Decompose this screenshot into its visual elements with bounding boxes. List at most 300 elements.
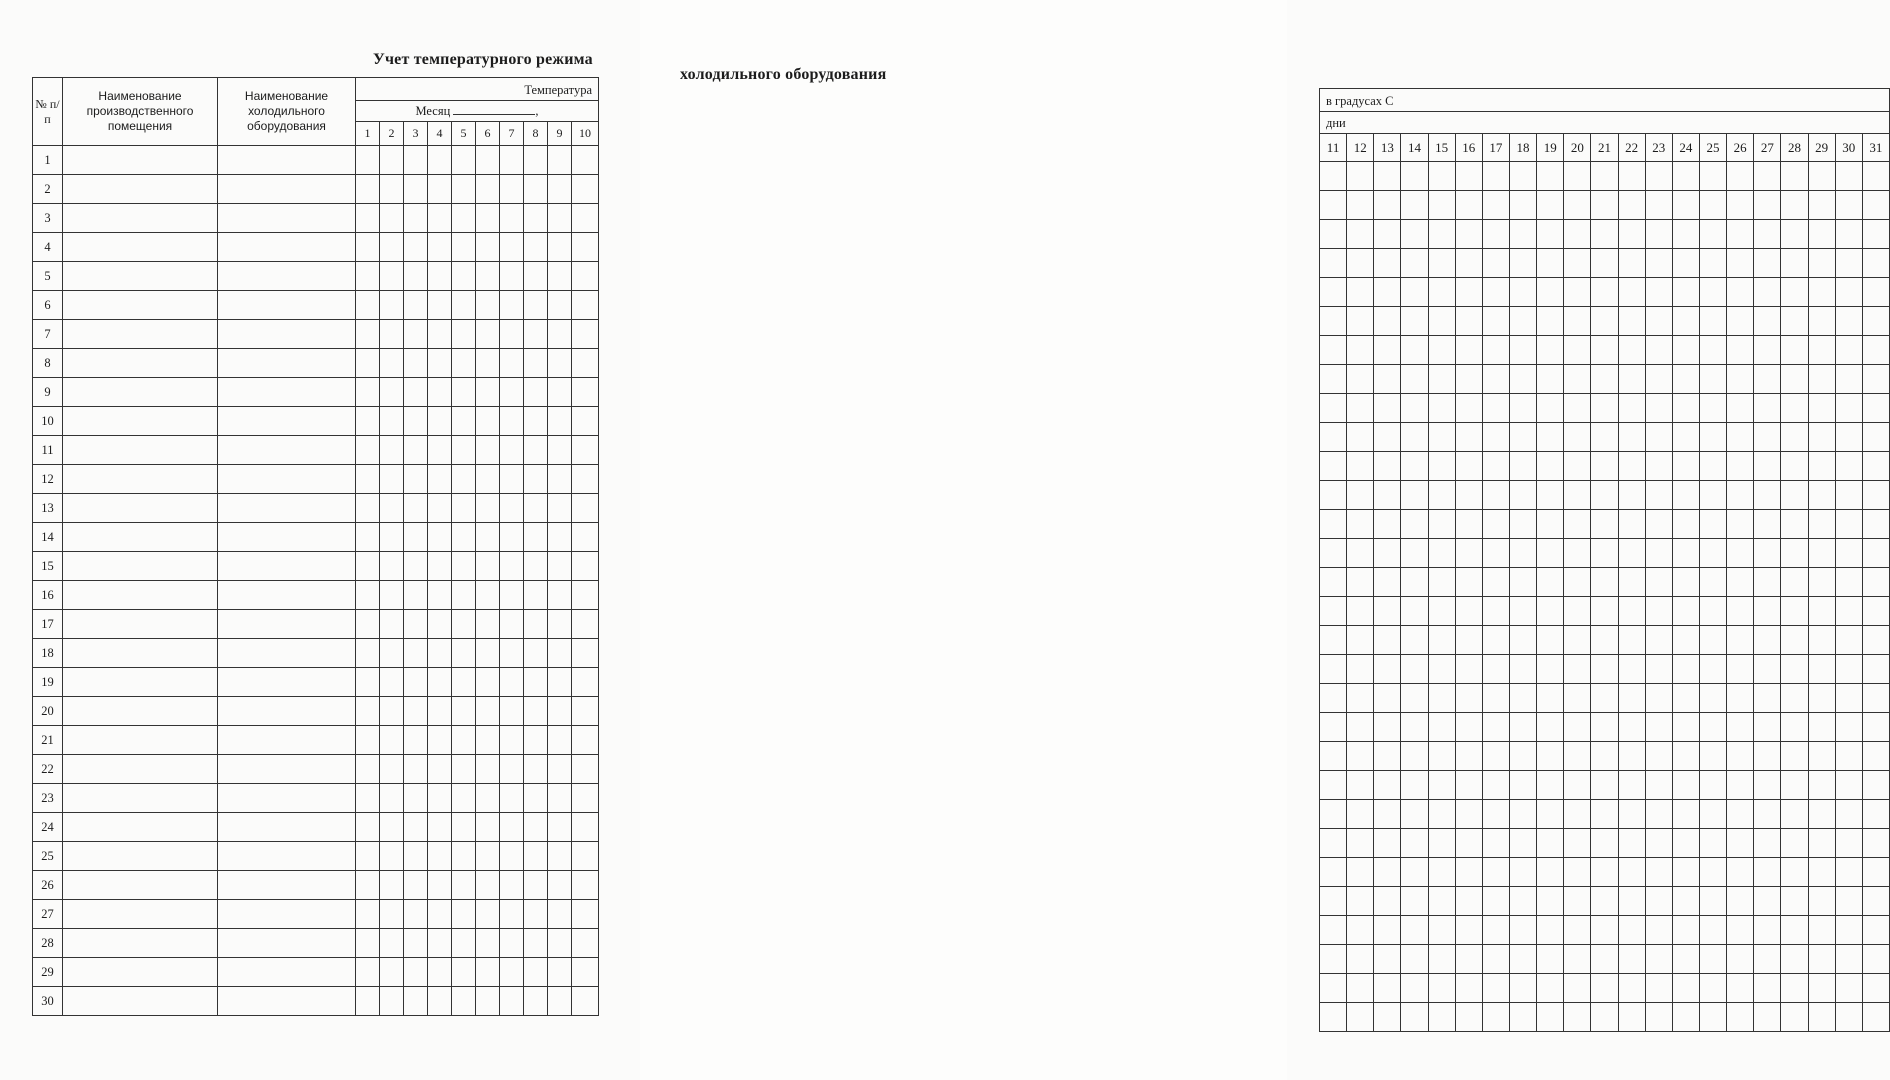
temperature-cell[interactable] <box>500 552 524 581</box>
temperature-cell[interactable] <box>500 871 524 900</box>
temperature-cell[interactable] <box>404 378 428 407</box>
temperature-cell[interactable] <box>1537 423 1564 452</box>
temperature-cell[interactable] <box>1509 974 1536 1003</box>
temperature-cell[interactable] <box>1808 713 1835 742</box>
temperature-cell[interactable] <box>548 900 572 929</box>
temperature-cell[interactable] <box>1645 626 1672 655</box>
temperature-cell[interactable] <box>1727 220 1754 249</box>
temperature-cell[interactable] <box>548 668 572 697</box>
temperature-cell[interactable] <box>1862 481 1889 510</box>
equipment-cell[interactable] <box>218 610 356 639</box>
temperature-cell[interactable] <box>380 233 404 262</box>
temperature-cell[interactable] <box>500 900 524 929</box>
temperature-cell[interactable] <box>428 610 452 639</box>
temperature-cell[interactable] <box>1537 626 1564 655</box>
temperature-cell[interactable] <box>1727 742 1754 771</box>
temperature-cell[interactable] <box>1591 684 1618 713</box>
equipment-cell[interactable] <box>218 755 356 784</box>
temperature-cell[interactable] <box>1645 974 1672 1003</box>
temperature-cell[interactable] <box>1320 887 1347 916</box>
temperature-cell[interactable] <box>476 668 500 697</box>
temperature-cell[interactable] <box>452 552 476 581</box>
temperature-cell[interactable] <box>1320 394 1347 423</box>
temperature-cell[interactable] <box>1754 858 1781 887</box>
temperature-cell[interactable] <box>1781 945 1808 974</box>
temperature-cell[interactable] <box>1835 713 1862 742</box>
temperature-cell[interactable] <box>1862 394 1889 423</box>
temperature-cell[interactable] <box>1482 1003 1509 1032</box>
temperature-cell[interactable] <box>452 465 476 494</box>
temperature-cell[interactable] <box>1781 191 1808 220</box>
temperature-cell[interactable] <box>1618 568 1645 597</box>
temperature-cell[interactable] <box>1591 858 1618 887</box>
temperature-cell[interactable] <box>356 552 380 581</box>
temperature-cell[interactable] <box>428 320 452 349</box>
temperature-cell[interactable] <box>356 146 380 175</box>
temperature-cell[interactable] <box>452 639 476 668</box>
temperature-cell[interactable] <box>380 378 404 407</box>
temperature-cell[interactable] <box>524 494 548 523</box>
temperature-cell[interactable] <box>1564 423 1591 452</box>
equipment-cell[interactable] <box>218 958 356 987</box>
temperature-cell[interactable] <box>476 407 500 436</box>
temperature-cell[interactable] <box>1645 423 1672 452</box>
temperature-cell[interactable] <box>380 842 404 871</box>
temperature-cell[interactable] <box>1564 858 1591 887</box>
temperature-cell[interactable] <box>1862 974 1889 1003</box>
temperature-cell[interactable] <box>1754 800 1781 829</box>
temperature-cell[interactable] <box>500 146 524 175</box>
temperature-cell[interactable] <box>572 552 599 581</box>
temperature-cell[interactable] <box>1509 191 1536 220</box>
temperature-cell[interactable] <box>1320 539 1347 568</box>
equipment-cell[interactable] <box>218 175 356 204</box>
premises-cell[interactable] <box>63 262 218 291</box>
temperature-cell[interactable] <box>1537 684 1564 713</box>
temperature-cell[interactable] <box>1564 887 1591 916</box>
temperature-cell[interactable] <box>1320 800 1347 829</box>
temperature-cell[interactable] <box>476 262 500 291</box>
temperature-cell[interactable] <box>1754 481 1781 510</box>
temperature-cell[interactable] <box>1808 684 1835 713</box>
temperature-cell[interactable] <box>1618 713 1645 742</box>
temperature-cell[interactable] <box>1347 191 1374 220</box>
temperature-cell[interactable] <box>1320 771 1347 800</box>
temperature-cell[interactable] <box>1672 916 1699 945</box>
temperature-cell[interactable] <box>380 929 404 958</box>
temperature-cell[interactable] <box>1482 423 1509 452</box>
temperature-cell[interactable] <box>476 320 500 349</box>
temperature-cell[interactable] <box>1672 626 1699 655</box>
temperature-cell[interactable] <box>1320 249 1347 278</box>
temperature-cell[interactable] <box>1509 655 1536 684</box>
temperature-cell[interactable] <box>1482 336 1509 365</box>
temperature-cell[interactable] <box>1808 974 1835 1003</box>
temperature-cell[interactable] <box>1482 249 1509 278</box>
temperature-cell[interactable] <box>1455 423 1482 452</box>
temperature-cell[interactable] <box>1699 394 1726 423</box>
temperature-cell[interactable] <box>1401 684 1428 713</box>
temperature-cell[interactable] <box>1347 771 1374 800</box>
temperature-cell[interactable] <box>428 668 452 697</box>
temperature-cell[interactable] <box>1699 626 1726 655</box>
equipment-cell[interactable] <box>218 552 356 581</box>
temperature-cell[interactable] <box>1618 684 1645 713</box>
temperature-cell[interactable] <box>1564 713 1591 742</box>
temperature-cell[interactable] <box>1320 742 1347 771</box>
equipment-cell[interactable] <box>218 813 356 842</box>
temperature-cell[interactable] <box>476 755 500 784</box>
temperature-cell[interactable] <box>1645 307 1672 336</box>
temperature-cell[interactable] <box>1455 829 1482 858</box>
temperature-cell[interactable] <box>1835 452 1862 481</box>
temperature-cell[interactable] <box>1862 1003 1889 1032</box>
temperature-cell[interactable] <box>1455 365 1482 394</box>
temperature-cell[interactable] <box>1672 249 1699 278</box>
temperature-cell[interactable] <box>1754 539 1781 568</box>
temperature-cell[interactable] <box>1781 336 1808 365</box>
temperature-cell[interactable] <box>548 291 572 320</box>
temperature-cell[interactable] <box>404 262 428 291</box>
temperature-cell[interactable] <box>476 581 500 610</box>
temperature-cell[interactable] <box>1374 655 1401 684</box>
temperature-cell[interactable] <box>1347 713 1374 742</box>
temperature-cell[interactable] <box>1808 1003 1835 1032</box>
temperature-cell[interactable] <box>428 784 452 813</box>
temperature-cell[interactable] <box>1862 684 1889 713</box>
temperature-cell[interactable] <box>1455 568 1482 597</box>
temperature-cell[interactable] <box>548 494 572 523</box>
temperature-cell[interactable] <box>1645 945 1672 974</box>
temperature-cell[interactable] <box>1835 336 1862 365</box>
temperature-cell[interactable] <box>1591 916 1618 945</box>
temperature-cell[interactable] <box>1727 597 1754 626</box>
temperature-cell[interactable] <box>1808 510 1835 539</box>
temperature-cell[interactable] <box>1591 249 1618 278</box>
temperature-cell[interactable] <box>1591 481 1618 510</box>
temperature-cell[interactable] <box>1455 974 1482 1003</box>
temperature-cell[interactable] <box>1482 510 1509 539</box>
temperature-cell[interactable] <box>428 639 452 668</box>
temperature-cell[interactable] <box>1699 887 1726 916</box>
premises-cell[interactable] <box>63 784 218 813</box>
temperature-cell[interactable] <box>1564 539 1591 568</box>
temperature-cell[interactable] <box>356 175 380 204</box>
temperature-cell[interactable] <box>356 639 380 668</box>
equipment-cell[interactable] <box>218 262 356 291</box>
temperature-cell[interactable] <box>1347 423 1374 452</box>
premises-cell[interactable] <box>63 813 218 842</box>
temperature-cell[interactable] <box>1482 858 1509 887</box>
temperature-cell[interactable] <box>356 784 380 813</box>
temperature-cell[interactable] <box>572 494 599 523</box>
temperature-cell[interactable] <box>428 755 452 784</box>
temperature-cell[interactable] <box>500 262 524 291</box>
temperature-cell[interactable] <box>1781 800 1808 829</box>
temperature-cell[interactable] <box>548 987 572 1016</box>
temperature-cell[interactable] <box>1672 278 1699 307</box>
temperature-cell[interactable] <box>1537 800 1564 829</box>
temperature-cell[interactable] <box>404 610 428 639</box>
temperature-cell[interactable] <box>476 523 500 552</box>
temperature-cell[interactable] <box>1727 481 1754 510</box>
premises-cell[interactable] <box>63 900 218 929</box>
temperature-cell[interactable] <box>548 784 572 813</box>
temperature-cell[interactable] <box>1754 423 1781 452</box>
temperature-cell[interactable] <box>572 726 599 755</box>
temperature-cell[interactable] <box>1618 858 1645 887</box>
temperature-cell[interactable] <box>1401 249 1428 278</box>
temperature-cell[interactable] <box>476 784 500 813</box>
temperature-cell[interactable] <box>1537 191 1564 220</box>
temperature-cell[interactable] <box>380 465 404 494</box>
temperature-cell[interactable] <box>380 204 404 233</box>
temperature-cell[interactable] <box>500 494 524 523</box>
temperature-cell[interactable] <box>1808 278 1835 307</box>
temperature-cell[interactable] <box>1835 423 1862 452</box>
premises-cell[interactable] <box>63 146 218 175</box>
temperature-cell[interactable] <box>1401 510 1428 539</box>
temperature-cell[interactable] <box>1401 945 1428 974</box>
temperature-cell[interactable] <box>1781 162 1808 191</box>
temperature-cell[interactable] <box>1401 394 1428 423</box>
temperature-cell[interactable] <box>1754 887 1781 916</box>
temperature-cell[interactable] <box>1781 974 1808 1003</box>
temperature-cell[interactable] <box>1509 278 1536 307</box>
temperature-cell[interactable] <box>1808 423 1835 452</box>
temperature-cell[interactable] <box>1672 568 1699 597</box>
temperature-cell[interactable] <box>1509 249 1536 278</box>
temperature-cell[interactable] <box>1727 800 1754 829</box>
temperature-cell[interactable] <box>1591 539 1618 568</box>
temperature-cell[interactable] <box>404 175 428 204</box>
temperature-cell[interactable] <box>1320 858 1347 887</box>
temperature-cell[interactable] <box>500 291 524 320</box>
temperature-cell[interactable] <box>476 871 500 900</box>
temperature-cell[interactable] <box>1672 510 1699 539</box>
temperature-cell[interactable] <box>1591 336 1618 365</box>
temperature-cell[interactable] <box>1537 365 1564 394</box>
temperature-cell[interactable] <box>1320 655 1347 684</box>
temperature-cell[interactable] <box>1591 278 1618 307</box>
temperature-cell[interactable] <box>1754 510 1781 539</box>
temperature-cell[interactable] <box>1347 220 1374 249</box>
temperature-cell[interactable] <box>524 871 548 900</box>
temperature-cell[interactable] <box>428 697 452 726</box>
temperature-cell[interactable] <box>1727 916 1754 945</box>
temperature-cell[interactable] <box>1699 597 1726 626</box>
temperature-cell[interactable] <box>1537 887 1564 916</box>
temperature-cell[interactable] <box>404 146 428 175</box>
temperature-cell[interactable] <box>1428 742 1455 771</box>
temperature-cell[interactable] <box>1564 452 1591 481</box>
temperature-cell[interactable] <box>476 436 500 465</box>
temperature-cell[interactable] <box>500 349 524 378</box>
temperature-cell[interactable] <box>356 349 380 378</box>
temperature-cell[interactable] <box>1808 829 1835 858</box>
temperature-cell[interactable] <box>1374 510 1401 539</box>
temperature-cell[interactable] <box>1754 626 1781 655</box>
temperature-cell[interactable] <box>1428 539 1455 568</box>
temperature-cell[interactable] <box>1862 713 1889 742</box>
temperature-cell[interactable] <box>1835 278 1862 307</box>
temperature-cell[interactable] <box>1401 771 1428 800</box>
temperature-cell[interactable] <box>1401 220 1428 249</box>
temperature-cell[interactable] <box>1320 307 1347 336</box>
temperature-cell[interactable] <box>404 784 428 813</box>
temperature-cell[interactable] <box>1699 191 1726 220</box>
temperature-cell[interactable] <box>1320 365 1347 394</box>
temperature-cell[interactable] <box>1482 916 1509 945</box>
temperature-cell[interactable] <box>428 726 452 755</box>
temperature-cell[interactable] <box>1320 713 1347 742</box>
temperature-cell[interactable] <box>356 494 380 523</box>
temperature-cell[interactable] <box>1320 510 1347 539</box>
premises-cell[interactable] <box>63 929 218 958</box>
temperature-cell[interactable] <box>548 726 572 755</box>
temperature-cell[interactable] <box>356 813 380 842</box>
temperature-cell[interactable] <box>1754 307 1781 336</box>
temperature-cell[interactable] <box>1645 742 1672 771</box>
temperature-cell[interactable] <box>428 523 452 552</box>
temperature-cell[interactable] <box>1374 974 1401 1003</box>
temperature-cell[interactable] <box>1320 220 1347 249</box>
temperature-cell[interactable] <box>1509 394 1536 423</box>
temperature-cell[interactable] <box>572 581 599 610</box>
temperature-cell[interactable] <box>1862 307 1889 336</box>
temperature-cell[interactable] <box>476 233 500 262</box>
temperature-cell[interactable] <box>1564 568 1591 597</box>
temperature-cell[interactable] <box>1401 365 1428 394</box>
temperature-cell[interactable] <box>1374 1003 1401 1032</box>
temperature-cell[interactable] <box>1401 539 1428 568</box>
temperature-cell[interactable] <box>404 291 428 320</box>
temperature-cell[interactable] <box>1672 597 1699 626</box>
temperature-cell[interactable] <box>1347 974 1374 1003</box>
temperature-cell[interactable] <box>548 146 572 175</box>
temperature-cell[interactable] <box>524 755 548 784</box>
temperature-cell[interactable] <box>1781 394 1808 423</box>
temperature-cell[interactable] <box>1428 452 1455 481</box>
temperature-cell[interactable] <box>1537 916 1564 945</box>
temperature-cell[interactable] <box>1699 916 1726 945</box>
temperature-cell[interactable] <box>572 204 599 233</box>
temperature-cell[interactable] <box>1645 452 1672 481</box>
temperature-cell[interactable] <box>380 697 404 726</box>
temperature-cell[interactable] <box>1509 336 1536 365</box>
temperature-cell[interactable] <box>1347 858 1374 887</box>
temperature-cell[interactable] <box>380 175 404 204</box>
temperature-cell[interactable] <box>1428 800 1455 829</box>
temperature-cell[interactable] <box>1645 597 1672 626</box>
temperature-cell[interactable] <box>1618 191 1645 220</box>
temperature-cell[interactable] <box>1374 249 1401 278</box>
temperature-cell[interactable] <box>500 320 524 349</box>
temperature-cell[interactable] <box>1754 974 1781 1003</box>
temperature-cell[interactable] <box>428 987 452 1016</box>
temperature-cell[interactable] <box>1509 1003 1536 1032</box>
temperature-cell[interactable] <box>1591 365 1618 394</box>
temperature-cell[interactable] <box>1699 800 1726 829</box>
temperature-cell[interactable] <box>1835 684 1862 713</box>
temperature-cell[interactable] <box>1618 162 1645 191</box>
temperature-cell[interactable] <box>1428 394 1455 423</box>
temperature-cell[interactable] <box>1428 858 1455 887</box>
temperature-cell[interactable] <box>1754 336 1781 365</box>
premises-cell[interactable] <box>63 668 218 697</box>
temperature-cell[interactable] <box>380 146 404 175</box>
temperature-cell[interactable] <box>1374 278 1401 307</box>
temperature-cell[interactable] <box>428 146 452 175</box>
temperature-cell[interactable] <box>1835 220 1862 249</box>
temperature-cell[interactable] <box>452 900 476 929</box>
temperature-cell[interactable] <box>524 175 548 204</box>
temperature-cell[interactable] <box>1537 220 1564 249</box>
temperature-cell[interactable] <box>1645 916 1672 945</box>
temperature-cell[interactable] <box>1618 336 1645 365</box>
temperature-cell[interactable] <box>356 291 380 320</box>
temperature-cell[interactable] <box>452 494 476 523</box>
temperature-cell[interactable] <box>500 378 524 407</box>
temperature-cell[interactable] <box>404 494 428 523</box>
temperature-cell[interactable] <box>1645 684 1672 713</box>
temperature-cell[interactable] <box>548 465 572 494</box>
temperature-cell[interactable] <box>1835 974 1862 1003</box>
premises-cell[interactable] <box>63 639 218 668</box>
temperature-cell[interactable] <box>1564 510 1591 539</box>
temperature-cell[interactable] <box>1347 452 1374 481</box>
temperature-cell[interactable] <box>452 929 476 958</box>
temperature-cell[interactable] <box>500 465 524 494</box>
equipment-cell[interactable] <box>218 784 356 813</box>
temperature-cell[interactable] <box>1862 249 1889 278</box>
temperature-cell[interactable] <box>1618 626 1645 655</box>
temperature-cell[interactable] <box>1591 945 1618 974</box>
temperature-cell[interactable] <box>524 320 548 349</box>
temperature-cell[interactable] <box>1428 336 1455 365</box>
temperature-cell[interactable] <box>1754 684 1781 713</box>
temperature-cell[interactable] <box>1564 220 1591 249</box>
temperature-cell[interactable] <box>1645 365 1672 394</box>
temperature-cell[interactable] <box>1699 278 1726 307</box>
temperature-cell[interactable] <box>1862 858 1889 887</box>
temperature-cell[interactable] <box>404 958 428 987</box>
temperature-cell[interactable] <box>1672 684 1699 713</box>
temperature-cell[interactable] <box>1618 249 1645 278</box>
temperature-cell[interactable] <box>1347 742 1374 771</box>
temperature-cell[interactable] <box>1428 249 1455 278</box>
temperature-cell[interactable] <box>1320 423 1347 452</box>
temperature-cell[interactable] <box>356 262 380 291</box>
temperature-cell[interactable] <box>572 465 599 494</box>
temperature-cell[interactable] <box>356 871 380 900</box>
temperature-cell[interactable] <box>1727 858 1754 887</box>
temperature-cell[interactable] <box>404 871 428 900</box>
temperature-cell[interactable] <box>1455 162 1482 191</box>
temperature-cell[interactable] <box>1727 336 1754 365</box>
equipment-cell[interactable] <box>218 320 356 349</box>
temperature-cell[interactable] <box>1672 452 1699 481</box>
temperature-cell[interactable] <box>1835 655 1862 684</box>
temperature-cell[interactable] <box>380 987 404 1016</box>
temperature-cell[interactable] <box>548 697 572 726</box>
temperature-cell[interactable] <box>1781 539 1808 568</box>
temperature-cell[interactable] <box>1835 945 1862 974</box>
temperature-cell[interactable] <box>1862 191 1889 220</box>
temperature-cell[interactable] <box>1564 162 1591 191</box>
temperature-cell[interactable] <box>1699 365 1726 394</box>
temperature-cell[interactable] <box>572 900 599 929</box>
